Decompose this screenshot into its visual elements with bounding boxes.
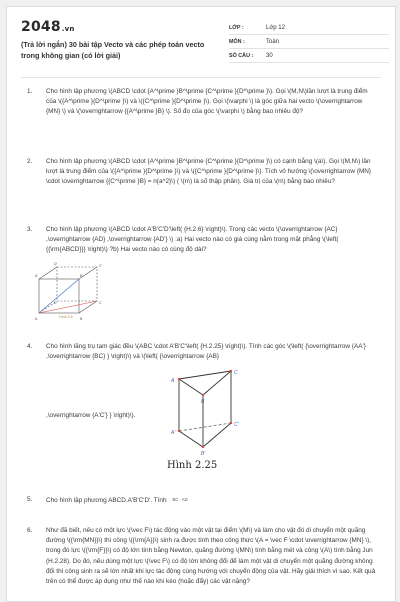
cube-label-b: B [80,317,83,321]
header-divider [21,77,381,78]
question-5: 5. Cho hình lập phương ABCD.A'B'C'D'. Tính BC · AD [27,496,188,504]
cube-label-d-prime: D' [54,262,58,266]
q5-fraction: BC · AD [172,497,188,502]
prism-label-a: A [171,378,175,384]
cube-caption: Hình 2.6 [59,315,73,319]
worksheet-title: (Trả lời ngắn) 30 bài tập Vecto và các phép toán vecto trong không gian (có lời giải) [21,40,205,60]
prism-label-b-prime: B' [201,451,206,457]
question-2: 2. Cho hình lập phương \(ABCD \cdot {A^\prime }B^\prime {C^\prime }{D^\prime }\) có cạnh bằng \(a\). Gọi \(M,N\) lần lượt là trung điểm của \({A^\prime }{D^\prime }\) và \({C^\prime }{D^\prime }\). Tích vô hướng \(\overrightarrow {MN} \cdot \overrightarrow {{C^\prime }B} = n{a^2}\) ( \(n\) là số thập phân). Giá trị của \(n\) bằng bao nhiêu? [27,158,372,186]
question-4: 4. Cho hình lăng trụ tam giác đều \(ABC \cdot A'B'C'\left( {H.2.25} \right)\). Tính các góc \(\left( {\overrightarrow {AA'} ,\overrightarrow {BC} } \right)\) và \(\left( {\overrightarrow {AB} [27,343,366,361]
question-3: 3. Cho hình lập phương \(ABCD \cdot A'B'C'D'\left( {H.2.6} \right)\). Trong các vecto \(\overrightarrow {AC} ,\overrightarrow {AD} ,\overrightarrow {AD'} \) :a) Hai vecto nào có giá cùng nằm trong mặt phẳng \(\left( {{\rm{ABCD}}} \right)\) ?b) Hai vecto nào có cùng độ dài? [27,226,339,254]
meta-row-class: LỚP : Lớp 12 [229,21,389,35]
site-logo[interactable]: 2048.vn [21,19,75,35]
worksheet-page [6,6,396,602]
cube-label-a: A [35,317,38,321]
cube-label-c: C [99,301,102,305]
question-6: 6. Như đã biết, nếu có một lực \(\vec F\) tác động vào một vật tại điểm \(M\) và làm cho vật đó di chuyển một quãng đường \({\rm{MN}}\) thì công \({\rm{A}}\) sinh ra được tính theo công thức \(A = \vec F \cdot \overrightarrow {MN} \), trong đó lực \({\rm{F}}\) có độ lớn tính bằng Newton, quãng đường \(MN\) tính bằng mét và công \(A\) tính bằng Jun (H.2.28). Do đó, nếu dùng một lực \(\vec F\) có độ lớn không đổi để làm một vật di chuyển một quãng đường không đổi thì công sinh ra sẽ lớn nhất khi lực tác động cùng hướng với chuyển động của vật. Hãy giải thích vì sao. Kết quả trên có thể được áp dụng như thế nào khi kéo (hoặc đẩy) các vật nặng? [27,527,376,586]
prism-figure [165,365,255,457]
cube-figure [33,261,113,323]
meta-row-count: SỐ CÂU : 30 [229,49,389,63]
prism-label-c-prime: C' [234,422,239,428]
prism-label-c: C [234,370,238,376]
cube-label-c-prime: C' [99,264,103,268]
prism-label-b: B [201,399,205,405]
prism-caption: Hình 2.25 [167,460,218,471]
prism-label-a-prime: A' [171,430,176,436]
cube-label-a-prime: A' [35,274,39,278]
question-1: 1. Cho hình lập phương \(ABCD \cdot {A^\prime }B^\prime {C^\prime }{D^\prime }\). Gọi \(M,N\)lần lượt là trung điểm của \({A^\prime }{D^\prime }\) và \({C^\prime }{D^\prime }\). Gọi \(\varphi \) là góc giữa hai vecto \(\overrightarrow {MN} \) và \(\overrightarrow {{A^\prime }B} \). Số đo của góc \(\varphi \) bằng bao nhiêu độ? [27,88,368,116]
cube-label-d: D [54,301,57,305]
meta-row-subject: MÔN : Toán [229,35,389,49]
question-4-continued: ,\overrightarrow {A'C'} } \right)\). [46,412,136,419]
cube-label-b-prime: B' [80,274,84,278]
worksheet-meta [229,21,389,63]
